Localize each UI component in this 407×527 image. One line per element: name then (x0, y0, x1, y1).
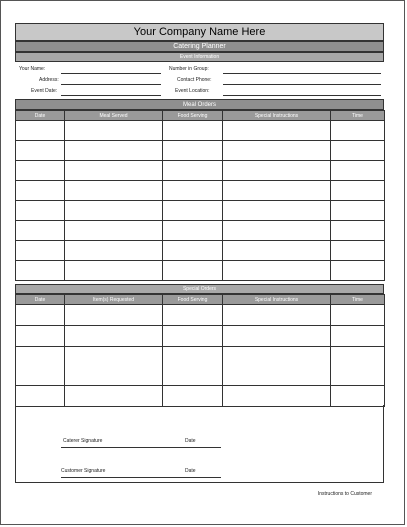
table-cell[interactable] (223, 141, 331, 161)
table-cell[interactable] (223, 161, 331, 181)
special-col-date: Date (16, 295, 65, 305)
table-cell[interactable] (331, 261, 385, 281)
address-label: Address: (39, 77, 59, 83)
table-cell[interactable] (331, 161, 385, 181)
table-row (16, 326, 385, 347)
table-row (16, 261, 385, 281)
caterer-date-label: Date (185, 438, 196, 444)
table-cell[interactable] (65, 221, 163, 241)
table-cell[interactable] (65, 261, 163, 281)
table-cell[interactable] (163, 181, 223, 201)
table-cell[interactable] (163, 261, 223, 281)
event-date-field[interactable] (61, 95, 161, 96)
table-cell[interactable] (65, 161, 163, 181)
meal-col-time: Time (331, 111, 385, 121)
number-in-group-field[interactable] (223, 73, 381, 74)
special-orders-table (15, 294, 385, 407)
table-cell[interactable] (331, 241, 385, 261)
caterer-signature-label: Caterer Signature (63, 438, 103, 444)
table-cell[interactable] (163, 121, 223, 141)
contact-phone-label: Contact Phone: (177, 77, 212, 83)
table-cell[interactable] (16, 141, 65, 161)
table-cell[interactable] (331, 201, 385, 221)
table-row (16, 241, 385, 261)
table-row (16, 161, 385, 181)
company-name: Your Company Name Here (15, 23, 384, 41)
table-cell[interactable] (16, 181, 65, 201)
meal-col-date: Date (16, 111, 65, 121)
special-col-instructions: Special Instructions (223, 295, 331, 305)
table-cell[interactable] (223, 221, 331, 241)
footer-note: Instructions to Customer (317, 491, 372, 497)
special-col-time: Time (331, 295, 385, 305)
table-cell[interactable] (331, 121, 385, 141)
table-cell[interactable] (331, 141, 385, 161)
meal-header-row (16, 111, 385, 121)
caterer-signature-line[interactable] (61, 447, 221, 448)
table-cell[interactable] (65, 201, 163, 221)
table-cell[interactable] (65, 121, 163, 141)
customer-signature-label: Customer Signature (61, 468, 106, 474)
table-cell[interactable] (16, 221, 65, 241)
meal-col-meal: Meal Served (65, 111, 163, 121)
table-cell[interactable] (65, 241, 163, 261)
table-row (16, 386, 385, 407)
table-cell[interactable] (16, 121, 65, 141)
table-cell[interactable] (331, 181, 385, 201)
special-header-row (16, 295, 385, 305)
table-cell[interactable] (65, 141, 163, 161)
event-date-label: Event Date: (31, 88, 58, 94)
table-row (16, 141, 385, 161)
table-cell[interactable] (163, 141, 223, 161)
table-cell[interactable] (16, 161, 65, 181)
number-in-group-label: Number in Group: (169, 66, 209, 72)
special-col-items: Item(s) Requested (65, 295, 163, 305)
customer-signature-line[interactable] (61, 477, 221, 478)
meal-section-header: Meal Orders (15, 99, 384, 110)
address-field[interactable] (61, 84, 161, 85)
table-row (16, 201, 385, 221)
table-cell[interactable] (223, 241, 331, 261)
your-name-field[interactable] (61, 73, 161, 74)
event-section-header: Event Information (15, 52, 384, 62)
table-cell[interactable] (16, 201, 65, 221)
form-title: Catering Planner (15, 41, 384, 52)
table-row (16, 121, 385, 141)
table-row (16, 181, 385, 201)
table-cell[interactable] (223, 261, 331, 281)
table-cell[interactable] (163, 241, 223, 261)
table-cell[interactable] (223, 181, 331, 201)
table-cell[interactable] (16, 241, 65, 261)
table-cell[interactable] (331, 221, 385, 241)
table-row (16, 221, 385, 241)
event-location-label: Event Location: (175, 88, 210, 94)
table-cell[interactable] (65, 181, 163, 201)
table-cell[interactable] (163, 221, 223, 241)
customer-date-label: Date (185, 468, 196, 474)
meal-col-instructions: Special Instructions (223, 111, 331, 121)
special-section-header: Special Orders (15, 284, 384, 294)
contact-phone-field[interactable] (223, 84, 381, 85)
meal-orders-table (15, 110, 385, 281)
table-cell[interactable] (223, 121, 331, 141)
table-row (16, 347, 385, 386)
table-row (16, 305, 385, 326)
table-cell[interactable] (223, 201, 331, 221)
your-name-label: Your Name: (19, 66, 46, 72)
event-location-field[interactable] (223, 95, 381, 96)
table-cell[interactable] (163, 161, 223, 181)
special-col-food: Food Serving (163, 295, 223, 305)
meal-col-food: Food Serving (163, 111, 223, 121)
table-cell[interactable] (163, 201, 223, 221)
table-cell[interactable] (16, 261, 65, 281)
